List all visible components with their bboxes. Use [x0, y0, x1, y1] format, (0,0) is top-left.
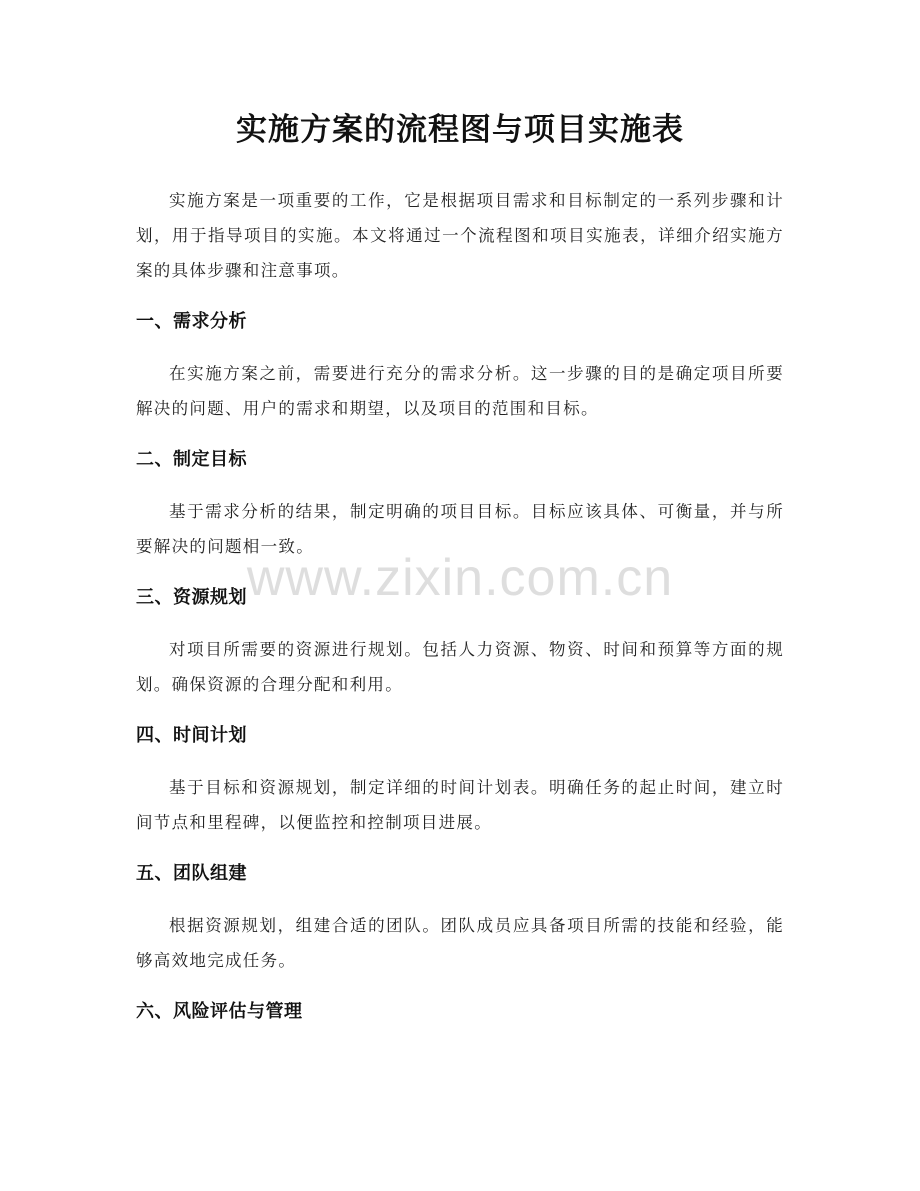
watermark: www.zixin.com.cn [246, 549, 674, 607]
section-heading-3: 三、资源规划 [136, 587, 247, 608]
section-body-3: 对项目所需要的资源进行规划。包括人力资源、物资、时间和预算等方面的规划。确保资源的合理分配和利用。 [136, 640, 784, 694]
section-body-1: 在实施方案之前，需要进行充分的需求分析。这一步骤的目的是确定项目所要解决的问题、用户的需求和期望，以及项目的范围和目标。 [136, 364, 784, 418]
section-heading-2: 二、制定目标 [136, 449, 247, 470]
section-body-2: 基于需求分析的结果，制定明确的项目目标。目标应该具体、可衡量，并与所要解决的问题相一致。 [136, 502, 784, 556]
section-heading-4: 四、时间计划 [136, 725, 247, 746]
section-body-5: 根据资源规划，组建合适的团队。团队成员应具备项目所需的技能和经验，能够高效地完成任务。 [136, 916, 784, 970]
intro-paragraph: 实施方案是一项重要的工作，它是根据项目需求和目标制定的一系列步骤和计划，用于指导项目的实施。本文将通过一个流程图和项目实施表，详细介绍实施方案的具体步骤和注意事项。 [136, 191, 784, 280]
section-body-4: 基于目标和资源规划，制定详细的时间计划表。明确任务的起止时间，建立时间节点和里程碑，以便监控和控制项目进展。 [136, 778, 784, 832]
section-heading-5: 五、团队组建 [136, 863, 247, 884]
section-heading-6: 六、风险评估与管理 [136, 1001, 303, 1022]
document-title: 实施方案的流程图与项目实施表 [236, 112, 684, 148]
section-heading-1: 一、需求分析 [136, 311, 247, 332]
